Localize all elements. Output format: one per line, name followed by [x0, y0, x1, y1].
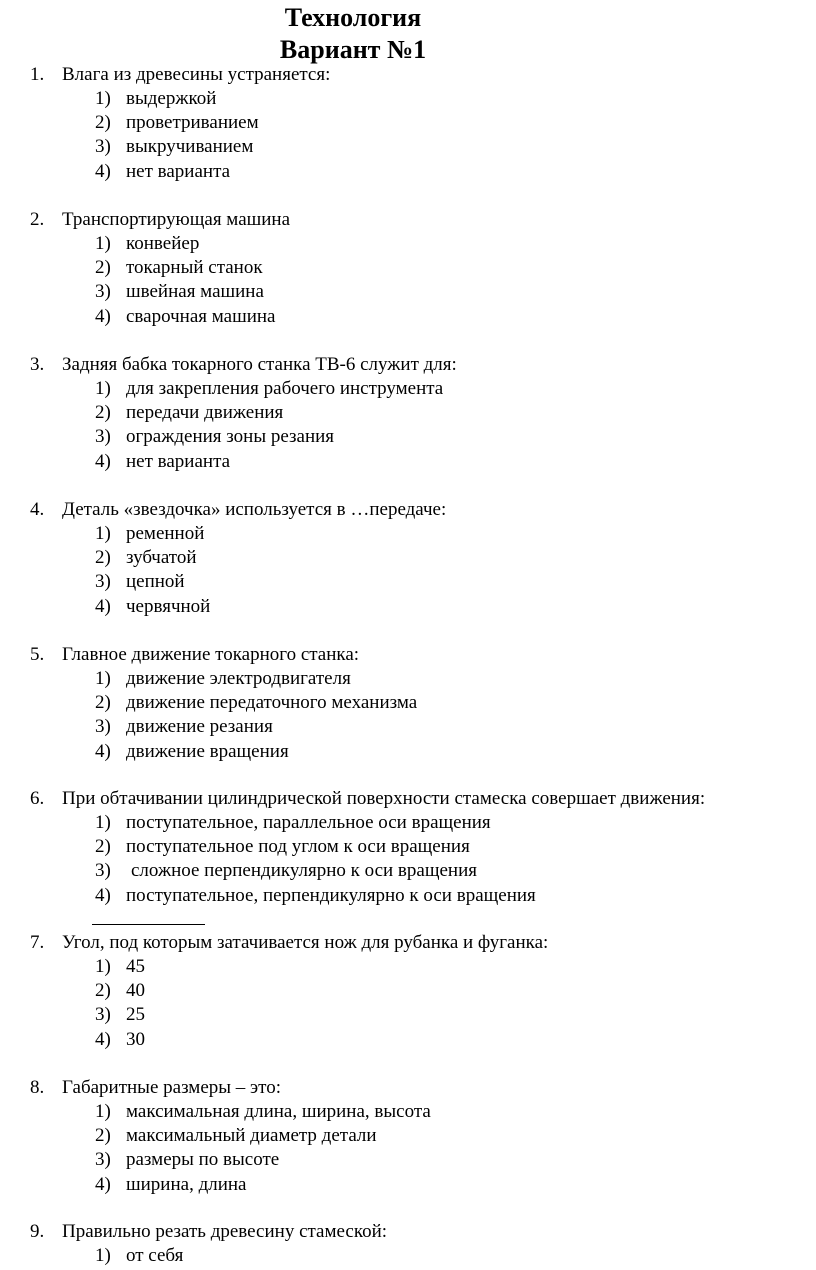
option-number: 3) — [95, 281, 111, 303]
answer-option — [0, 811, 816, 835]
question-text: Угол, под которым затачивается нож для рубанка и фуганка: — [62, 932, 549, 953]
question-number: 5. — [30, 644, 45, 665]
option-number: 4) — [95, 160, 111, 182]
option-text: поступательное, перпендикулярно к оси вращения — [126, 884, 536, 906]
option-text: максимальный диаметр детали — [126, 1125, 377, 1147]
option-number: 3) — [95, 426, 111, 448]
answer-option — [0, 546, 816, 570]
answer-option — [0, 450, 816, 474]
option-number: 1) — [95, 88, 111, 109]
option-text: 30 — [126, 1028, 145, 1050]
option-text: проветриванием — [126, 112, 259, 134]
question-text: Главное движение токарного станка: — [62, 644, 360, 665]
question-number: 6. — [30, 788, 45, 809]
option-number: 1) — [95, 378, 111, 399]
option-text: сложное перпендикулярно к оси вращения — [131, 860, 477, 882]
option-text: выдержкой — [126, 88, 217, 109]
option-text: поступательное под углом к оси вращения — [126, 836, 470, 858]
answer-option — [0, 570, 816, 594]
option-text: нет варианта — [126, 450, 231, 472]
option-number: 2) — [95, 692, 111, 714]
answer-option — [0, 1124, 816, 1148]
answer-option — [0, 1028, 816, 1052]
option-number: 4) — [95, 1028, 111, 1050]
option-text: поступательное, параллельное оси вращения — [126, 812, 491, 833]
question-text: При обтачивании цилиндрической поверхности стамеска совершает движения: — [62, 788, 706, 809]
option-number: 3) — [95, 571, 111, 593]
option-text: передачи движения — [126, 402, 284, 424]
answer-option — [0, 691, 816, 715]
answer-option — [0, 135, 816, 159]
answer-option — [0, 401, 816, 425]
answer-option — [0, 160, 816, 184]
answer-option — [0, 835, 816, 859]
option-number: 2) — [95, 1125, 111, 1147]
answer-option — [0, 859, 816, 883]
option-number: 2) — [95, 980, 111, 1002]
question-1 — [0, 63, 816, 184]
option-number: 3) — [95, 860, 111, 882]
answer-option — [0, 884, 816, 908]
option-text: движение вращения — [126, 740, 289, 762]
option-number: 1) — [95, 668, 111, 689]
answer-option — [0, 1100, 816, 1124]
question-text: Правильно резать древесину стамеской: — [62, 1221, 388, 1242]
option-text: 40 — [126, 980, 145, 1002]
option-number: 1) — [95, 956, 111, 977]
answer-option — [0, 280, 816, 304]
option-number: 3) — [95, 1004, 111, 1026]
answer-option — [0, 1244, 816, 1268]
question-text: Деталь «звездочка» используется в …передаче: — [62, 499, 447, 520]
question-number: 7. — [30, 932, 45, 953]
answer-option — [0, 595, 816, 619]
horizontal-rule — [92, 924, 205, 925]
question-6 — [0, 787, 816, 908]
option-text: ременной — [126, 523, 205, 544]
answer-option — [0, 232, 816, 256]
question-5 — [0, 643, 816, 764]
option-text: сварочная машина — [126, 305, 276, 327]
option-text: движение передаточного механизма — [126, 692, 418, 714]
answer-option — [0, 955, 816, 979]
option-text: нет варианта — [126, 160, 231, 182]
answer-option — [0, 667, 816, 691]
option-number: 4) — [95, 595, 111, 617]
question-text: Влага из древесины устраняется: — [62, 64, 331, 85]
answer-option — [0, 1003, 816, 1027]
question-7 — [0, 931, 816, 1052]
option-text: движение резания — [126, 716, 273, 738]
answer-option — [0, 1148, 816, 1172]
question-number: 9. — [30, 1221, 45, 1242]
option-number: 2) — [95, 836, 111, 858]
option-number: 2) — [95, 257, 111, 279]
question-text: Габаритные размеры – это: — [62, 1077, 282, 1098]
answer-option — [0, 979, 816, 1003]
question-8 — [0, 1076, 816, 1197]
option-number: 2) — [95, 402, 111, 424]
option-text: токарный станок — [126, 257, 263, 279]
question-3 — [0, 353, 816, 474]
option-number: 2) — [95, 547, 111, 569]
question-number: 3. — [30, 354, 45, 375]
answer-option — [0, 256, 816, 280]
option-number: 4) — [95, 1173, 111, 1195]
answer-option — [0, 377, 816, 401]
option-text: 25 — [126, 1004, 145, 1026]
option-text: выкручиванием — [126, 136, 254, 158]
answer-option — [0, 305, 816, 329]
question-text: Транспортирующая машина — [62, 209, 291, 230]
option-text: ширина, длина — [126, 1173, 247, 1195]
option-text: цепной — [126, 571, 185, 593]
option-number: 1) — [95, 1245, 111, 1266]
option-number: 2) — [95, 112, 111, 134]
variant-title: Вариант №1 — [279, 35, 427, 64]
option-number: 1) — [95, 233, 111, 254]
question-4 — [0, 498, 816, 619]
option-number: 3) — [95, 716, 111, 738]
answer-option — [0, 522, 816, 546]
answer-option — [0, 715, 816, 739]
option-text: 45 — [126, 956, 145, 977]
answer-option — [0, 1173, 816, 1197]
option-text: червячной — [126, 595, 211, 617]
answer-option — [0, 111, 816, 135]
answer-option — [0, 425, 816, 449]
option-text: движение электродвигателя — [126, 668, 351, 689]
question-text: Задняя бабка токарного станка ТВ-6 служит для: — [62, 354, 457, 375]
option-text: от себя — [126, 1245, 184, 1266]
option-number: 4) — [95, 884, 111, 906]
question-number: 1. — [30, 64, 45, 85]
question-number: 8. — [30, 1077, 45, 1098]
option-number: 1) — [95, 1101, 111, 1122]
option-number: 3) — [95, 1149, 111, 1171]
option-number: 4) — [95, 740, 111, 762]
option-text: для закрепления рабочего инструмента — [126, 378, 444, 399]
option-text: зубчатой — [126, 547, 197, 569]
option-text: размеры по высоте — [126, 1149, 280, 1171]
question-9 — [0, 1220, 816, 1268]
question-2 — [0, 208, 816, 329]
question-number: 2. — [30, 209, 45, 230]
answer-option — [0, 740, 816, 764]
option-text: ограждения зоны резания — [126, 426, 335, 448]
option-number: 4) — [95, 450, 111, 472]
option-text: максимальная длина, ширина, высота — [126, 1101, 431, 1122]
option-number: 3) — [95, 136, 111, 158]
option-number: 1) — [95, 812, 111, 833]
question-number: 4. — [30, 499, 45, 520]
option-text: швейная машина — [126, 281, 264, 303]
option-number: 4) — [95, 305, 111, 327]
answer-option — [0, 87, 816, 111]
document-title: Технология — [284, 3, 422, 32]
option-number: 1) — [95, 523, 111, 544]
option-text: конвейер — [126, 233, 200, 254]
